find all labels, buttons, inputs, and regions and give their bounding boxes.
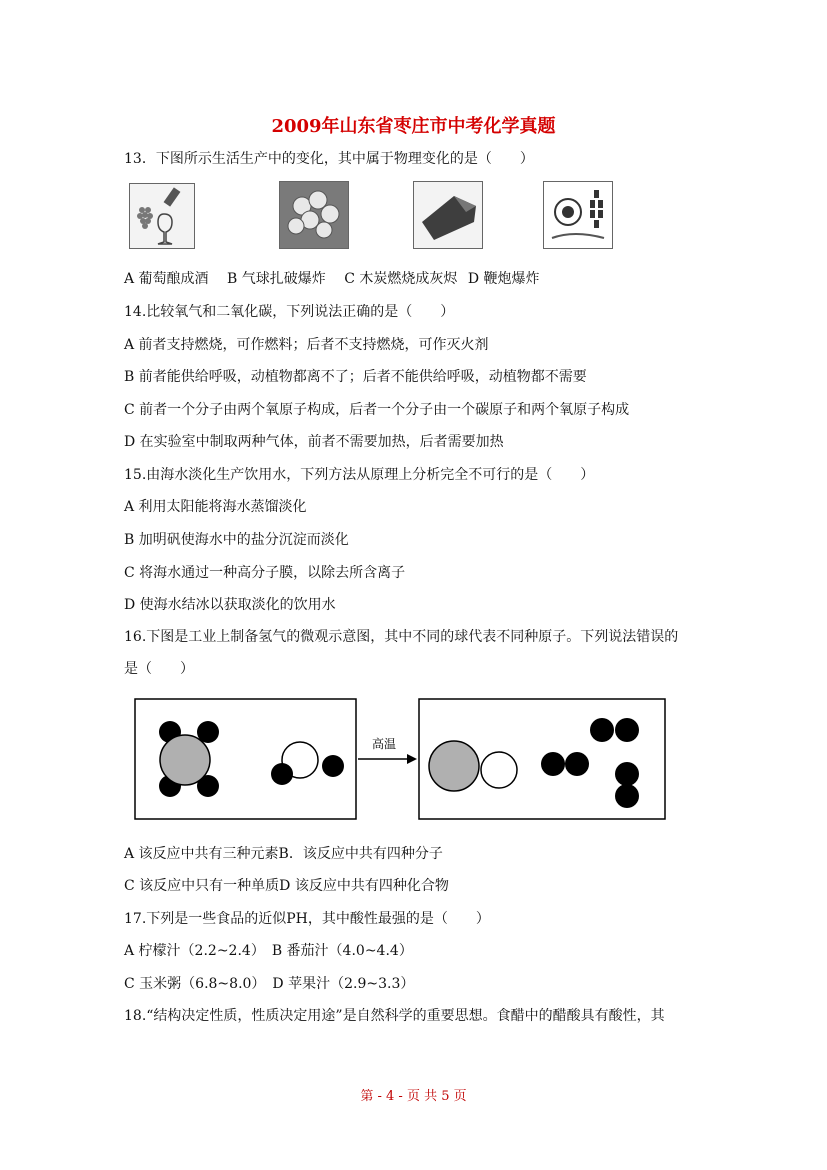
q16-stem: 16.下图是工业上制备氢气的微观示意图，其中不同的球代表不同种原子。下列说法错误的 <box>124 629 679 645</box>
q14-option-a: A 前者支持燃烧，可作燃料；后者不支持燃烧，可作灭火剂 <box>124 337 489 353</box>
q13-option-a: A 葡萄酿成酒 <box>124 271 209 287</box>
page-title: 2009年山东省枣庄市中考化学真题 <box>271 116 556 137</box>
charcoal-icon <box>413 181 483 249</box>
q16-option-ab: A 该反应中共有三种元素B．该反应中共有四种分子 <box>124 846 443 862</box>
q15-option-a: A 利用太阳能将海水蒸馏淡化 <box>124 499 307 515</box>
q16-option-cd: C 该反应中只有一种单质D 该反应中共有四种化合物 <box>124 878 449 894</box>
q13-options <box>124 270 554 288</box>
q14-stem: 14.比较氧气和二氧化碳，下列说法正确的是（ ） <box>124 304 455 320</box>
firecracker-icon <box>543 181 613 249</box>
reaction-diagram <box>134 698 666 820</box>
q18-stem: 18.“结构决定性质，性质决定用途”是自然科学的重要思想。食醋中的醋酸具有酸性，其 <box>124 1008 665 1024</box>
reaction-condition: 高温 <box>371 737 397 751</box>
q15-option-d: D 使海水结冰以获取淡化的饮用水 <box>124 597 336 613</box>
wine-grape-icon <box>129 183 195 249</box>
q14-option-b: B 前者能供给呼吸，动植物都离不了；后者不能供给呼吸，动植物都不需要 <box>124 369 587 385</box>
q15-stem: 15.由海水淡化生产饮用水，下列方法从原理上分析完全不可行的是（ ） <box>124 467 595 483</box>
q15-option-b: B 加明矾使海水中的盐分沉淀而淡化 <box>124 532 349 548</box>
q13-option-b: B 气球扎破爆炸 <box>227 271 326 287</box>
q15-option-c: C 将海水通过一种高分子膜，以除去所含离子 <box>124 565 406 581</box>
q16-stem-cont: 是（ ） <box>124 661 194 677</box>
q17-stem: 17.下列是一些食品的近似PH，其中酸性最强的是（ ） <box>124 911 490 927</box>
balloon-icon <box>279 181 349 249</box>
q14-option-c: C 前者一个分子由两个氧原子构成，后者一个分子由一个碳原子和两个氧原子构成 <box>124 402 630 418</box>
q17-option-cd: C 玉米粥（6.8~8.0） D 苹果汁（2.9~3.3） <box>124 976 415 992</box>
q17-option-ab: A 柠檬汁（2.2~2.4） B 番茄汁（4.0~4.4） <box>124 943 413 959</box>
q13-stem: 13．下图所示生活生产中的变化，其中属于物理变化的是（ ） <box>124 151 534 167</box>
page-footer: 第 - 4 - 页 共 5 页 <box>360 1089 467 1104</box>
q14-option-d: D 在实验室中制取两种气体，前者不需要加热，后者需要加热 <box>124 434 504 450</box>
q13-option-c: C 木炭燃烧成灰烬 <box>344 271 458 287</box>
q13-option-d: D 鞭炮爆炸 <box>467 271 540 287</box>
